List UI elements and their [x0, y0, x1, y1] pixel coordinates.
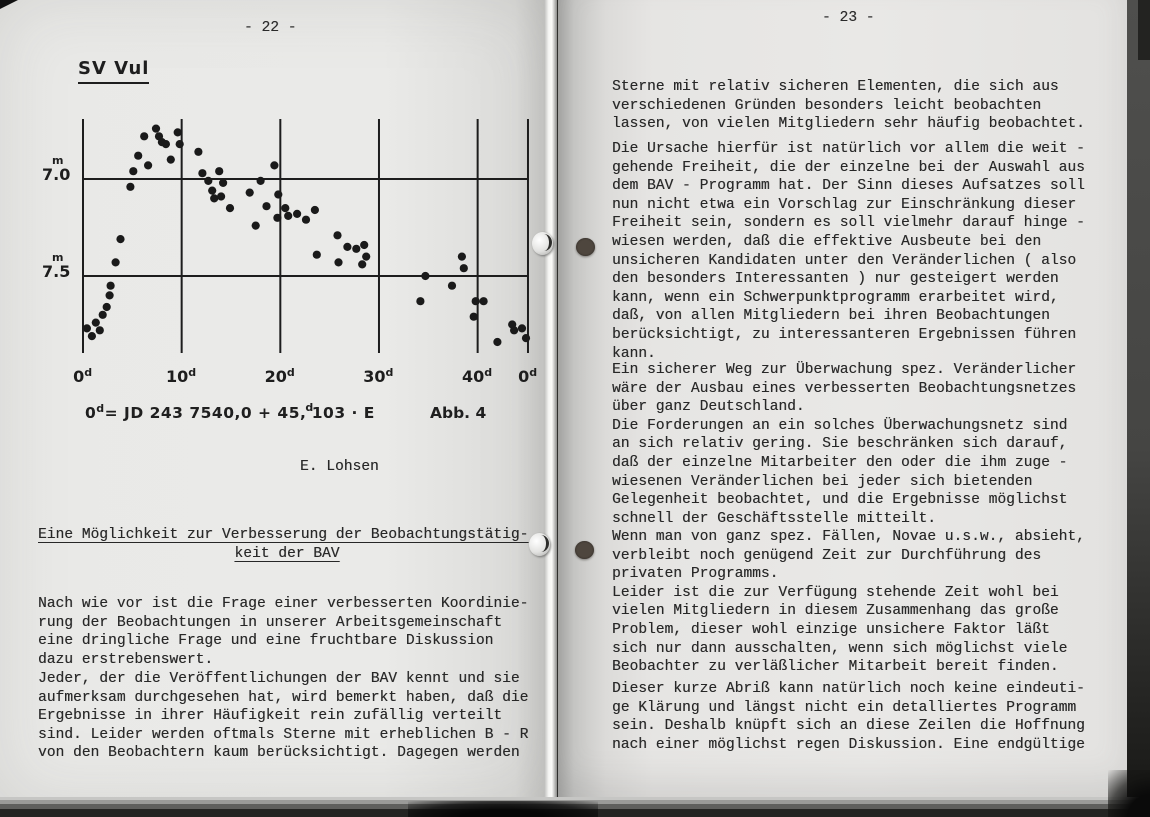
- text-line: Wenn man von ganz spez. Fällen, Novae u.s.w., absieht,: [612, 529, 1085, 545]
- data-point: [421, 272, 429, 280]
- text-line: Problem, dieser wohl einzige unsichere Faktor läßt: [612, 621, 1050, 638]
- author-name: E. Lohsen: [300, 459, 379, 475]
- data-point: [458, 253, 466, 261]
- data-point: [246, 189, 254, 197]
- data-point: [174, 128, 182, 136]
- scan-shadow-bottom-center: [408, 801, 598, 817]
- page-number-left: - 22 -: [244, 20, 297, 36]
- data-point: [215, 167, 223, 175]
- text-line: Ein sicherer Weg zur Überwachung spez. Veränderlicher: [612, 362, 1077, 378]
- data-point: [358, 260, 366, 268]
- text-line: an sich relativ gering. Sie beschränken sich darauf,: [612, 436, 1068, 453]
- paragraph: [612, 140, 1085, 363]
- data-point: [167, 156, 175, 164]
- paragraph: [38, 670, 528, 763]
- figure-title: SV Vul: [78, 58, 149, 84]
- caption-zero: 0: [85, 404, 97, 422]
- data-point: [219, 179, 227, 187]
- data-point: [198, 169, 206, 177]
- text-line: Gelegenheit beobachtet, und die Ergebnisse möglichst: [612, 492, 1068, 509]
- text-line: den besonders Interessanten ) nur gesteigert werden: [612, 271, 1059, 288]
- data-point: [162, 140, 170, 148]
- data-point: [92, 319, 100, 327]
- text-line: dem BAV - Programm hat. Der Sinn dieses Aufsatzes soll: [612, 178, 1085, 195]
- x-axis-tick-label: 0$^d$: [73, 366, 93, 386]
- text-line: Nach wie vor ist die Frage einer verbesserten Koordinie-: [38, 596, 529, 612]
- text-line: über ganz Deutschland.: [612, 399, 805, 416]
- data-point: [252, 222, 260, 230]
- text-line: berücksichtigt, zu interessanteren Ergebnissen führen: [612, 326, 1077, 343]
- text-line: Eine Möglichkeit zur Verbesserung der Beobachtungstätig-: [38, 527, 529, 543]
- data-point: [112, 258, 120, 266]
- data-point: [257, 177, 265, 185]
- data-point: [311, 206, 319, 214]
- caption-day-sup: d: [96, 402, 105, 415]
- text-line: nach einer möglichst regen Diskussion. Eine endgültige: [612, 736, 1085, 753]
- article-heading: [38, 526, 536, 563]
- paragraph: [612, 78, 1085, 134]
- x-axis-tick-label: 20$^d$: [264, 366, 295, 386]
- data-point: [472, 297, 480, 305]
- data-point: [176, 140, 184, 148]
- lightcurve-svg: [0, 0, 548, 400]
- data-point: [262, 202, 270, 210]
- x-axis-tick-label: 10$^d$: [165, 366, 197, 386]
- data-point: [194, 148, 202, 156]
- data-point: [88, 332, 96, 340]
- caption-period-sup: d: [305, 401, 314, 414]
- data-point: [99, 311, 107, 319]
- data-point: [106, 291, 114, 299]
- data-point: [140, 132, 148, 140]
- data-point: [210, 194, 218, 202]
- text-line: sich nur dann ausschalten, wenn sich möglichst viele: [612, 640, 1068, 657]
- data-point: [470, 313, 478, 321]
- data-point: [116, 235, 124, 243]
- caption-tail: 103 · E: [311, 404, 375, 422]
- data-point: [103, 303, 111, 311]
- y-axis-tick-label: m 7.5: [42, 251, 71, 281]
- data-point: [217, 192, 225, 200]
- ephemeris-caption: [85, 401, 375, 422]
- text-line: Leider ist die zur Verfügung stehende Zeit wohl bei: [612, 584, 1059, 601]
- data-point: [302, 216, 310, 224]
- text-line: daß, von allen Mitgliedern bei ihren Beobachtungen: [612, 308, 1050, 325]
- binder-ring-icon: [529, 533, 550, 556]
- x-axis-tick-label: 0$^d$: [518, 366, 538, 386]
- text-line: verbleibt noch genügend Zeit zur Durchführung des: [612, 547, 1042, 564]
- data-point: [334, 258, 342, 266]
- data-point: [107, 282, 115, 290]
- text-line: ge Klärung und längst nicht ein detalliertes Programm: [612, 699, 1077, 716]
- text-line: nun nicht etwa ein Vorschlag zur Einschränkung dieser: [612, 196, 1077, 213]
- data-point: [416, 297, 424, 305]
- data-point: [134, 152, 142, 160]
- data-point: [362, 253, 370, 261]
- data-point: [126, 183, 134, 191]
- page-number-right: - 23 -: [822, 10, 875, 26]
- scan-corner-top-left: [0, 0, 18, 9]
- text-line: dazu erstrebenswert.: [38, 651, 214, 668]
- text-line: lassen, von vielen Mitgliedern sehr häufig beobachtet.: [612, 116, 1085, 133]
- data-point: [144, 161, 152, 169]
- text-line: kann.: [612, 345, 656, 362]
- text-line: unsicheren Kandidaten unter den Veränderlichen ( also: [612, 252, 1077, 269]
- paragraph: [38, 595, 528, 669]
- figure-label: Abb. 4: [430, 404, 487, 422]
- data-point: [96, 326, 104, 334]
- text-line: wiesenen Veränderlichen bei jeder sich bietenden: [612, 473, 1033, 490]
- data-point: [208, 187, 216, 195]
- data-point: [281, 204, 289, 212]
- data-point: [226, 204, 234, 212]
- text-line: sein. Deshalb knüpft sich an diese Zeilen die Hoffnung: [612, 718, 1085, 735]
- binder-ring-icon: [532, 232, 553, 255]
- data-point: [360, 241, 368, 249]
- paragraph: [612, 361, 1076, 528]
- data-point: [460, 264, 468, 272]
- data-point: [518, 324, 526, 332]
- text-line: privaten Programms.: [612, 566, 779, 583]
- text-line: Freiheit sein, sondern es soll vielmehr darauf hinge -: [612, 215, 1085, 232]
- text-line: verschiedenen Gründen besonders leicht beobachten: [612, 97, 1042, 114]
- data-point: [448, 282, 456, 290]
- x-axis-tick-label: 30$^d$: [363, 366, 394, 386]
- data-point: [274, 190, 282, 198]
- text-line: Dieser kurze Abriß kann natürlich noch keine eindeuti-: [612, 681, 1085, 697]
- data-point: [522, 334, 530, 342]
- text-line: Jeder, der die Veröffentlichungen der BAV kennt und sie: [38, 671, 520, 687]
- text-line: Sterne mit relativ sicheren Elementen, die sich aus: [612, 79, 1059, 95]
- text-line: aufmerksam durchgesehen hat, wird bemerkt haben, daß die: [38, 689, 529, 706]
- text-line: gehende Freiheit, die der einzelne bei der Auswahl aus: [612, 159, 1085, 176]
- data-point: [273, 214, 281, 222]
- data-point: [284, 212, 292, 220]
- scan-corner-bottom-right: [1108, 770, 1150, 817]
- data-point: [510, 326, 518, 334]
- data-point: [129, 167, 137, 175]
- data-point: [493, 338, 501, 346]
- data-point: [343, 243, 351, 251]
- scan-corner-top-right: [1138, 0, 1150, 60]
- text-line: Die Ursache hierfür ist natürlich vor allem die weit -: [612, 141, 1085, 157]
- data-point: [204, 177, 212, 185]
- data-point: [313, 251, 321, 259]
- data-point: [293, 210, 301, 218]
- y-axis-tick-label: m 7.0: [42, 154, 71, 184]
- scan-edge-right: [1127, 0, 1150, 817]
- text-line: Beobachter zu verläßlicher Mitarbeit bereit finden.: [612, 659, 1059, 676]
- text-line: daß der einzelne Mitarbeiter den oder die ihm zuge -: [612, 454, 1068, 471]
- paragraph: [612, 680, 1085, 754]
- data-point: [270, 161, 278, 169]
- punch-hole-icon: [575, 541, 594, 559]
- page-left: [0, 0, 548, 801]
- text-line: vielen Mitgliedern in diesem Zusammenhang das große: [612, 603, 1059, 620]
- x-axis-tick-label: 40$^d$: [461, 366, 493, 386]
- page-edge-highlight: [544, 0, 557, 803]
- data-point: [352, 245, 360, 253]
- text-line: rung der Beobachtungen in unserer Arbeitsgemeinschaft: [38, 614, 503, 631]
- page-right: [558, 0, 1127, 797]
- text-line: eine dringliche Frage und eine fruchtbare Diskussion: [38, 633, 494, 650]
- data-point: [333, 231, 341, 239]
- text-line: wiesen werden, daß die effektive Ausbeute bei den: [612, 233, 1042, 250]
- paragraph: [612, 528, 1085, 677]
- text-line: Ergebnisse in ihrer Häufigkeit rein zufällig verteilt: [38, 708, 503, 725]
- data-point: [83, 324, 91, 332]
- punch-hole-icon: [576, 238, 595, 256]
- text-line: kann, wenn ein Schwerpunktprogramm erarbeitet wird,: [612, 289, 1059, 306]
- text-line: sind. Leider werden oftmals Sterne mit erheblichen B - R: [38, 726, 529, 743]
- text-line: von den Beobachtern kaum berücksichtigt. Dagegen werden: [38, 745, 520, 762]
- text-line: Die Forderungen an ein solches Überwachungsnetz sind: [612, 417, 1068, 434]
- text-line: wäre der Ausbau eines verbesserten Beobachtungsnetzes: [612, 380, 1077, 397]
- text-line: schnell der Geschäftsstelle mitteilt.: [612, 510, 937, 527]
- text-line: keit der BAV: [234, 545, 340, 562]
- data-point: [152, 125, 160, 133]
- caption-mid: = JD 243 7540,0 + 45,: [104, 404, 307, 422]
- data-point: [480, 297, 488, 305]
